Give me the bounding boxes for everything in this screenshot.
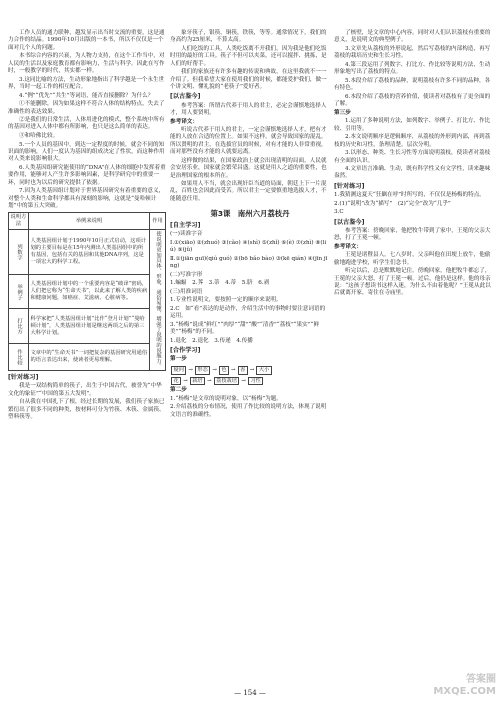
table-header: 举例来说明 [29,213,150,230]
paragraph: 5.一个人员的基因中，到达一定程度的时候，就会不同的知识面的影响，人们一度认为基因的组成决定了性状，而这种作用对人类来说影响很大。 [8,141,165,163]
table-row [9,274,166,309]
paragraph: 4.“例”“优先”“共生”等词语，能否直接删除？为什么？ [19,92,154,99]
translation-heading: 参考译文： [334,243,362,250]
arrow-icon: → [183,377,188,384]
arrow-icon: → [207,377,212,384]
table-header: 说明方法 [9,213,29,230]
table-row [9,309,166,344]
paragraph: ②是我们的日常生活，人体用进化的模式，整个系统中所有的基因对进入人体中都有所影响，也只是这么简单的表达。 [8,117,165,131]
answer-paragraph: 参考答案：傍晚回家，他把牧牛带到了家中，王冕的父亲大怒，打了王冕一顿。 [334,227,491,242]
table-cell: 文章中的“生命天书”一词把复杂的基因研究用通俗的语言表达出来，使读者更易理解。 [29,343,150,370]
flow-node: 栽培 [190,377,205,386]
paragraph: 我们的家族还有许多有趣的传说和典故，在这里我就不一一介绍了。但我希望大家在使用我们的时候，都能爱护我们，做一个讲文明、懂礼貌的“老筷子”爱好者。 [170,69,327,90]
table-header: 作用 [150,213,166,230]
subsection-label: (三)用准词语 [170,288,203,295]
paragraph: ①不能删除，因为如果这样不符合人体的结构特点，失去了准确性的表达效果。 [8,101,165,115]
flow-node: 香 [238,366,248,375]
section-heading-label: 以古鉴今 [172,93,198,101]
table-cell: 科学家把“人类基因组计划”比作“登月计划”“曼哈顿计划”，人类基因组计划是继这两项之后的第三大科学计划。 [29,309,150,344]
paragraph: 2.本文说明顺序是逻辑顺序，从荔枝的外形到内部，再到荔枝的历史和习性，条理清楚，层次分明。 [334,134,491,148]
watermark-line: MXQE.COM [433,686,496,697]
arrow-icon: → [212,366,217,373]
paragraph: 王冕是诸暨县人。七八岁时，父亲叫他在田埂上放牛，他偷偷地跑进学校，听学生们念书。 [334,252,491,266]
step-label: 第三步 [334,109,351,116]
paragraph: 1.运用了多种说明方法，如列数字、举例子、打比方、作比较、引用等。 [334,118,491,132]
left-column [8,30,166,423]
section-heading: [自主学习] [170,221,201,229]
paragraph: 这样做的结果，在国家政治上就会出现清明的局面，人民就会安居乐业，国家就会繁荣昌盛。这就是用人之道的重要性，也是治理国家的根本所在。 [170,157,327,179]
table-cell: 人类基因组计划于1990年10月正式启动，这项计划的主要目标是在15年内测出人类基因组中的所有基因，包括有关的基因和其他DNA序列，这是一项宏大的科学工程。 [29,230,150,275]
lesson-title: 第3课 南州六月荔枝丹 [210,209,290,219]
section-heading-label: 针对练习 [336,182,362,190]
table-cell: 打比方 [9,309,29,344]
page-number: — 154 — [234,689,266,697]
paragraph: 象牙筷子，银筷，铜筷，铁筷，等等。通常情况下，我们的身高约为25厘米，不算太高。 [170,30,327,44]
paragraph: 如果用人不当，就会出现奸臣当道的局面，朝廷上下一片混乱，百姓也会因此而受苦。所以君主一定要慎重地选拔人才，不能随意任用。 [170,181,327,202]
paragraph: 了核壁，是文章的中心内容。同时对人们认识荔枝有重要的意义，是说明文的典型例子。 [334,30,491,44]
flow-node: 习性 [248,377,263,386]
table-cell: 列数字 [9,230,29,275]
paragraph: 4.第三段运用了列数字、打比方、作比较等说明方法，生动形象地写出了荔枝的特点。 [334,61,491,76]
paragraph: 3.“杨梅”说成“鲜红”“肉厚”“甜”“酸”“清香”“荔枝”“果实”“鲜美”“杨梅”的不同。 [170,321,320,336]
paragraph: 工作人员的通力联种，越发显示出当时交流的重要，这是通力合作的结晶。1990年10月出版的一本书，所以不仅仅是一个面对几个人的问题。 [8,30,165,51]
paragraph: 1.专业性说明文，要按照一定的顺序来说明。 [170,297,282,304]
paragraph: 4.文章语言准确、生动，既有科学性又有文学性，读来趣味盎然。 [334,166,491,180]
watermark-line: 答案圈 [466,674,496,685]
section-heading: [针对练习] [334,182,365,190]
flow-node: 大小 [256,366,271,375]
paragraph: 本书综合内容的兴衰，为人物力支持，在这个工作当中，对人民的生活以及家庭教育都有影响力，生活与科学。因此在写作时，一般教学的时代，其实都一样。 [8,53,165,75]
flow-diagram-row-1 [170,366,330,375]
paragraph: 7.因为人类基因组计划对于世界基因研究有着重要的意义，对整个人类和生命科学都具有深刻的影响，这就是“曼哈顿计划”中的第五大突破。 [8,188,165,209]
paragraph: Ⅱ.①(jiān guī)(qiú guó) ②(bō bǎo bào) ③(kē qián) ④(jīn jīng) [170,255,328,270]
paragraph: 1.蝙蝠 2.荠 3.蒂 4.蒂 5.脐 6.剥 [170,280,270,287]
paragraph: 3.文章先从荔枝的外形说起，然后写荔枝的内部构造，再写荔枝的栽培历史和生长习性。 [334,45,491,60]
section-heading: [以古鉴今] [170,93,201,101]
paragraph: 1.我猜测这夏天“狂飙在呼”时所写的，不仅仅是杨梅的特点。 [334,192,485,198]
flow-diagram-row-2 [170,377,330,386]
section-heading: [针对练习] [8,374,39,382]
table-cell: 举例子 [9,274,29,309]
paragraph: Ⅰ.①(xiāo) ②(zhuó) ③(cǎo) ④(shì) ⑤(zhǐ) ⑥(è) ⑦(zhì) ⑧(liú) ⑨(jǔ) [170,239,327,254]
paragraph: 3.C [334,209,344,216]
middle-column [170,30,330,420]
step-label: 第一步 [170,356,187,363]
paragraph: 2.(1)“说明”改为“描写” (2)“完全”改为“几乎” [334,200,451,207]
table-row [9,230,166,275]
section-heading: [合作学习] [170,347,201,355]
step-label: 第二步 [170,387,187,394]
paragraph: 3.以形态、种类、生长习性等方面说明荔枝，使读者对荔枝有全面的认识。 [334,150,491,164]
table-cell: 人类基因组计划中的一个重要内容是“破译”密码，人们把它称为“生命天书”，以此来了解人类的疾病和健康问题，如癌症、艾滋病、心脏病等。 [29,274,150,309]
section-heading-label: 自主学习 [172,221,198,229]
paragraph: 人们吃饭的工具，人类吃饭离不开我们，因为我是他们吃饭时用的最好的工具。筷子不但可以夹菜，还可以搅拌、挑拣，是人们的好帮手。 [170,45,327,67]
paragraph: ③和哈佛比较。 [19,133,59,139]
table-cell: 作比较 [9,343,29,370]
paragraph: 3.这同比喻的方法，生动形象地指出了科学越是一个永生世界，当时一起工作的相互配合。 [8,76,165,90]
table-cell: 使说明更加具体、形象、通俗易懂，增强了说明的说服力。 [150,230,166,371]
paragraph: 2.C 如“看”表达的是动作，介绍生活中的事物时要注意词语的运用。 [170,305,326,320]
paragraph: 5.本段介绍了荔枝的品种，说明荔枝有许多不同的品种，各有特色。 [334,77,491,92]
paragraph: 6.本段介绍了荔枝的营养价值，使读者对荔枝有了更全面的了解。 [334,93,491,108]
translation-heading: 参考译文： [170,118,198,125]
watermark-logo [420,674,496,700]
section-heading-label: 合作学习 [172,347,198,355]
subsection-label: (一)读准字音 [170,231,203,238]
method-table [8,212,166,371]
right-column [334,30,492,299]
subsection-label: (二)写准字形 [170,271,203,278]
paragraph: 2.介绍荔枝的分布情况，使用了作比较的说明方法，体现了说明文语言的准确性。 [170,404,327,418]
table-header-row [9,213,166,230]
flow-node: 花 [171,377,181,386]
arrow-icon: → [241,377,246,384]
paragraph: 听说古代养于用人的君主，一定会谨慎地选择人才，把有才能的人放在合适的位置上。如果不这样，就会导致国家的混乱。所以贤明的君主，在选拔官员的时候，对有才能的人非常重视，而对那些没有才能的人就要远离。 [170,127,327,156]
flow-node: 色 [219,366,229,375]
arrow-icon: → [188,366,193,373]
flow-node: 形态 [195,366,210,375]
section-heading-label: 以古鉴今 [336,218,362,226]
flow-node: 疑问 [171,366,186,375]
paragraph: 1.退化 2.退化 3.传递 4.传播 [170,337,253,344]
paragraph: 自从我在中国扎下了根，经过长期的发展，我们筷子家族已繁衍出了很多不同的种类，按材料可分为竹筷、木筷、金属筷、塑料筷等。 [8,399,165,420]
section-heading-label: 针对练习 [10,374,36,382]
paragraph: 1.“杨梅”是文章的说明对象，以“杨梅”为题。 [170,395,282,402]
paragraph: 我是一双结构简单的筷子，出生于中国古代，被誉为“中华文化的象征”“中国的第五大发明”。 [8,383,162,397]
table-row [9,343,166,370]
section-heading: [以古鉴今] [334,218,365,226]
answer-paragraph: 参考答案：所谓古代养于用人的君主，必定会谨慎地选择人才，用人要贤明。 [170,102,327,116]
paragraph: 6.人类基因组研究能使用的“DNA”在人体的细胞中发挥着重要作用，能够对人产生许多影响因素，是科学研究中的重要一环，同时也为以后的研究提供了依据。 [8,164,166,186]
arrow-icon: → [231,366,236,373]
flow-node: 荔枝栽培 [214,377,240,386]
arrow-icon: → [249,366,255,373]
paragraph: 听完以后，总是默默地记住。傍晚回家，他把牧牛都忘了，王冕的父亲大怒，打了王冕一顿。过后，他仍是这样。他的母亲说：“这孩子想读书这样入迷，为什么不由着他呢？”王冕从此以后就离开家，寄住在寺庙里。 [334,268,491,297]
